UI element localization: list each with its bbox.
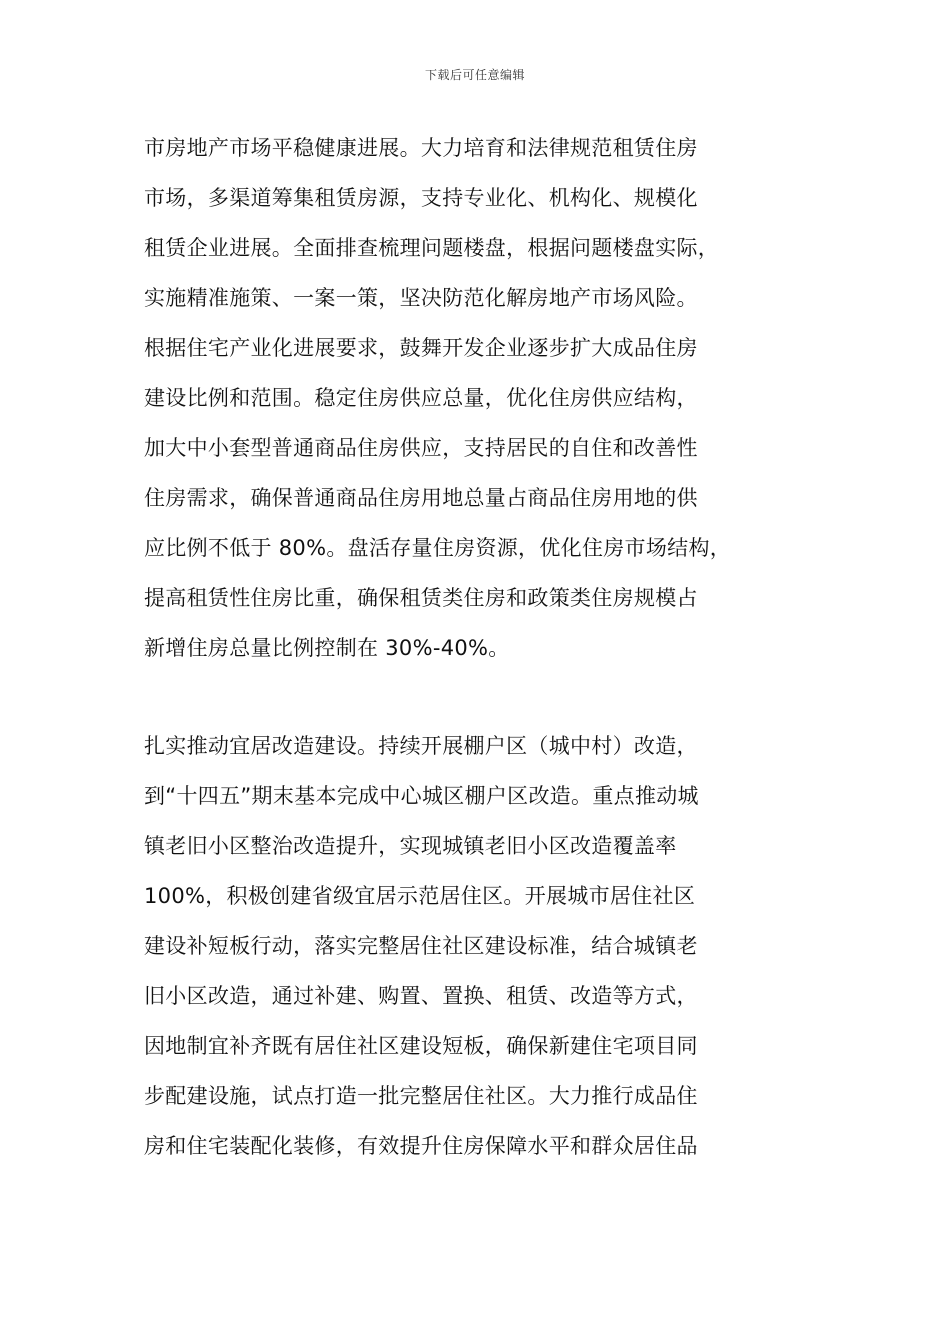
paragraph-line: 加大中小套型普通商品住房供应，支持居民的自住和改善性: [144, 436, 698, 460]
paragraph-line: 扎实推动宜居改造建设。持续开展棚户区（城中村）改造，: [144, 734, 698, 758]
paragraph-line: 旧小区改造，通过补建、购置、置换、租赁、改造等方式，: [144, 984, 698, 1008]
paragraph-line: 100%，积极创建省级宜居示范居住区。开展城市居住社区: [144, 884, 696, 908]
paragraph-line: 租赁企业进展。全面排查梳理问题楼盘，根据问题楼盘实际，: [144, 236, 720, 260]
paragraph-line: 住房需求，确保普通商品住房用地总量占商品住房用地的供: [144, 486, 698, 510]
paragraph-line: 因地制宜补齐既有居住社区建设短板，确保新建住宅项目同: [144, 1034, 698, 1058]
paragraph-line: 应比例不低于 80%。盘活存量住房资源，优化住房市场结构，: [144, 536, 732, 560]
paragraph-line: 到“十四五”期末基本完成中心城区棚户区改造。重点推动城: [144, 784, 699, 808]
body-paragraph-housing-market: [144, 123, 744, 673]
paragraph-line: 建设补短板行动，落实完整居住社区建设标准，结合城镇老: [144, 934, 698, 958]
body-paragraph-livable-renovation: [144, 721, 744, 1171]
paragraph-line: 根据住宅产业化进展要求，鼓舞开发企业逐步扩大成品住房: [144, 336, 698, 360]
paragraph-line: 镇老旧小区整治改造提升，实现城镇老旧小区改造覆盖率: [144, 834, 677, 858]
paragraph-line: 实施精准施策、一案一策，坚决防范化解房地产市场风险。: [144, 286, 698, 310]
paragraph-line: 步配建设施，试点打造一批完整居住社区。大力推行成品住: [144, 1084, 698, 1108]
paragraph-line: 房和住宅装配化装修，有效提升住房保障水平和群众居住品: [144, 1134, 698, 1158]
paragraph-line: 新增住房总量比例控制在 30%-40%。: [144, 636, 510, 660]
paragraph-line: 市房地产市场平稳健康进展。大力培育和法律规范租赁住房: [144, 136, 698, 160]
paragraph-line: 建设比例和范围。稳定住房供应总量，优化住房供应结构，: [144, 386, 698, 410]
paragraph-line: 提高租赁性住房比重，确保租赁类住房和政策类住房规模占: [144, 586, 698, 610]
paragraph-line: 市场，多渠道筹集租赁房源，支持专业化、机构化、规模化: [144, 186, 698, 210]
page-header-note: 下载后可任意编辑: [424, 68, 525, 82]
